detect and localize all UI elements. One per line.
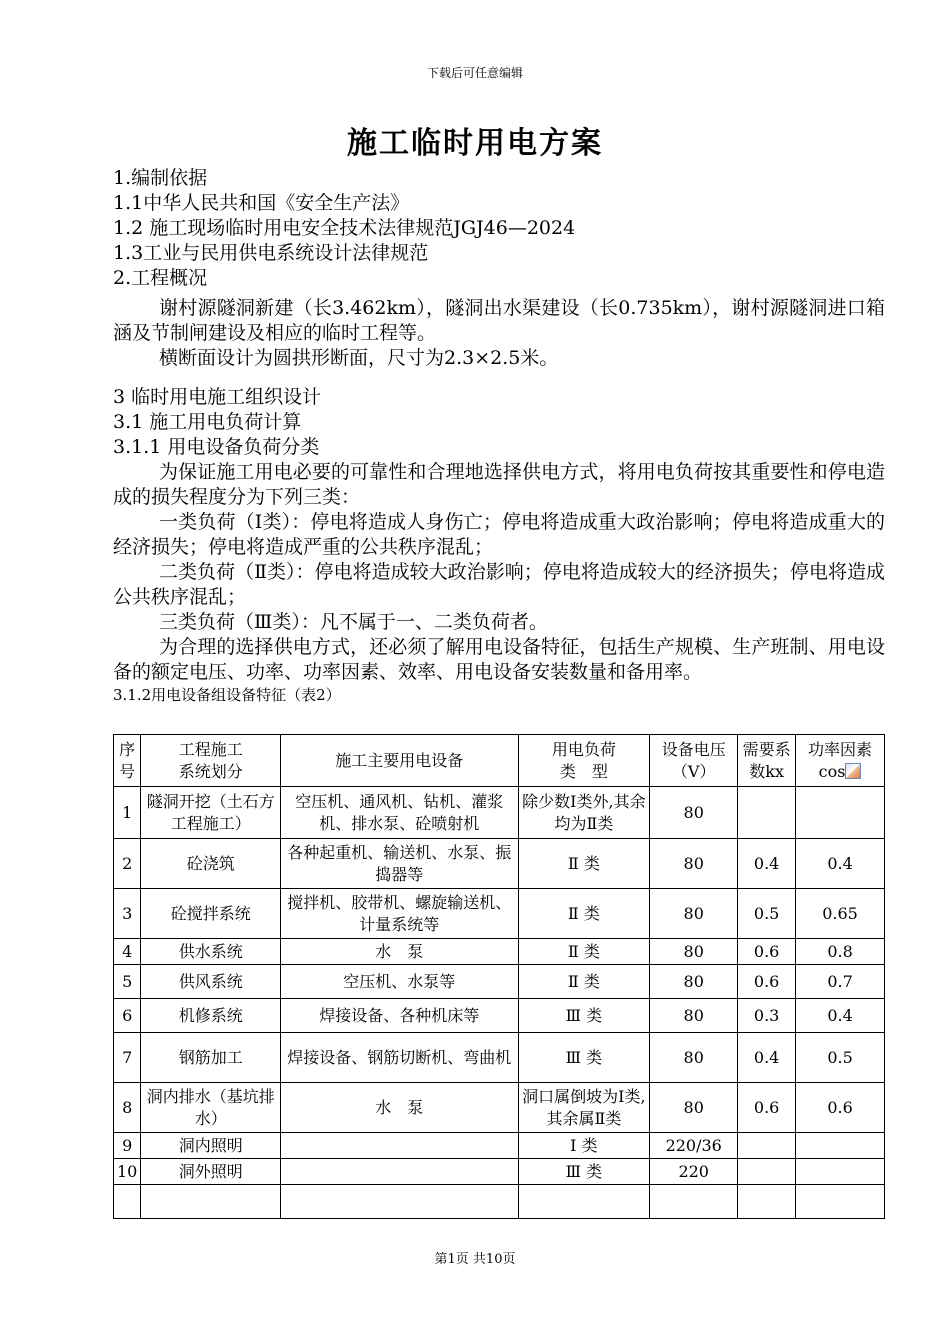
cell-power-factor: 0.5 (796, 1033, 885, 1083)
cell-no: 2 (114, 839, 141, 889)
cell-equipment (281, 1185, 518, 1219)
cell-equipment: 空压机、通风机、钻机、灌浆机、排水泵、砼喷射机 (281, 787, 518, 839)
document-body (113, 166, 885, 705)
cell-load-type: 除少数Ⅰ类外,其余均为Ⅱ类 (518, 787, 650, 839)
cell-voltage: 80 (650, 889, 738, 939)
table-row (114, 939, 885, 965)
cell-demand-factor (738, 1159, 796, 1185)
cell-power-factor (796, 1159, 885, 1185)
cell-system: 隧洞开挖（土石方 工程施工） (141, 787, 281, 839)
cell-power-factor: 0.65 (796, 889, 885, 939)
cell-equipment: 空压机、水泵等 (281, 965, 518, 999)
section-heading: 2.工程概况 (113, 267, 208, 289)
cell-power-factor (796, 1185, 885, 1219)
cell-equipment: 水 泵 (281, 939, 518, 965)
cell-load-type: Ⅱ 类 (518, 965, 650, 999)
cell-demand-factor (738, 1133, 796, 1159)
cell-power-factor: 0.7 (796, 965, 885, 999)
cell-load-type: Ⅲ 类 (518, 999, 650, 1033)
cell-power-factor (796, 787, 885, 839)
cell-voltage: 220/36 (650, 1133, 738, 1159)
cell-load-type: Ⅲ 类 (518, 1159, 650, 1185)
header-note: 下载后可任意编辑 (426, 66, 523, 80)
cell-no: 10 (114, 1159, 141, 1185)
section-item: 1.3工业与民用供电系统设计法律规范 (113, 242, 429, 264)
section-heading: 3 临时用电施工组织设计 (113, 386, 322, 408)
header-no: 序 号 (114, 735, 141, 787)
cell-load-type: 洞口属倒坡为Ⅰ类,其余属Ⅱ类 (518, 1083, 650, 1133)
cell-no: 7 (114, 1033, 141, 1083)
cell-load-type (518, 1185, 650, 1219)
cell-voltage: 80 (650, 999, 738, 1033)
formula-image-icon (845, 763, 861, 779)
cell-no: 9 (114, 1133, 141, 1159)
cell-system: 砼浇筑 (141, 839, 281, 889)
cell-load-type: Ⅰ 类 (518, 1133, 650, 1159)
cell-power-factor: 0.4 (796, 839, 885, 889)
cell-system: 钢筋加工 (141, 1033, 281, 1083)
cell-voltage: 80 (650, 787, 738, 839)
cell-system: 洞内排水（基坑排水） (141, 1083, 281, 1133)
cell-voltage: 80 (650, 839, 738, 889)
header-power-factor: 功率因素 cos (796, 735, 885, 787)
header-system: 工程施工 系统划分 (141, 735, 281, 787)
cell-system: 供风系统 (141, 965, 281, 999)
cell-load-type: Ⅲ 类 (518, 1033, 650, 1083)
page-footer: 第1页 共10页 (434, 1252, 516, 1267)
header-load-type: 用电负荷 类 型 (518, 735, 650, 787)
table-row (114, 1033, 885, 1083)
table-row (114, 999, 885, 1033)
table-row (114, 965, 885, 999)
header-demand-factor: 需要系 数kx (738, 735, 796, 787)
cell-voltage: 80 (650, 1033, 738, 1083)
cell-no: 8 (114, 1083, 141, 1133)
equipment-table (113, 734, 885, 1219)
cell-power-factor: 0.4 (796, 999, 885, 1033)
table-row (114, 1133, 885, 1159)
header-equipment: 施工主要用电设备 (281, 735, 518, 787)
section-heading: 1.编制依据 (113, 167, 208, 189)
cell-demand-factor: 0.6 (738, 1083, 796, 1133)
cell-demand-factor: 0.3 (738, 999, 796, 1033)
table-header-row (114, 735, 885, 787)
section-item: 1.2 施工现场临时用电安全技术法律规范JGJ46—2024 (113, 217, 576, 239)
paragraph: 谢村源隧洞新建（长3.462km），隧洞出水渠建设（长0.735km），谢村源隧洞进口箱涵及节制闸建设及相应的临时工程等。 (113, 297, 885, 344)
cell-power-factor: 0.8 (796, 939, 885, 965)
table-row (114, 1083, 885, 1133)
table-row (114, 787, 885, 839)
table-row (114, 1185, 885, 1219)
table-row (114, 839, 885, 889)
cell-equipment: 水 泵 (281, 1083, 518, 1133)
cell-load-type: Ⅱ 类 (518, 889, 650, 939)
cell-power-factor: 0.6 (796, 1083, 885, 1133)
cell-equipment: 焊接设备、钢筋切断机、弯曲机 (281, 1033, 518, 1083)
cell-demand-factor: 0.6 (738, 965, 796, 999)
cell-equipment (281, 1133, 518, 1159)
cell-load-type: Ⅱ 类 (518, 839, 650, 889)
cell-no: 1 (114, 787, 141, 839)
cell-no: 4 (114, 939, 141, 965)
section-item: 1.1中华人民共和国《安全生产法》 (113, 192, 410, 214)
table-row (114, 889, 885, 939)
document-title: 施工临时用电方案 (347, 126, 603, 161)
cell-voltage: 80 (650, 1083, 738, 1133)
cell-demand-factor: 0.5 (738, 889, 796, 939)
paragraph: 为保证施工用电必要的可靠性和合理地选择供电方式，将用电负荷按其重要性和停电造成的损失程度分为下列三类： (113, 461, 885, 508)
cell-demand-factor: 0.4 (738, 1033, 796, 1083)
cell-system: 洞内照明 (141, 1133, 281, 1159)
paragraph: 横断面设计为圆拱形断面，尺寸为2.3×2.5米。 (159, 347, 559, 369)
cell-system: 洞外照明 (141, 1159, 281, 1185)
table-caption: 3.1.2用电设备组设备特征（表2） (113, 686, 341, 704)
paragraph: 一类负荷（Ⅰ类）：停电将造成人身伤亡；停电将造成重大政治影响；停电将造成重大的经济损失；停电将造成严重的公共秩序混乱； (113, 511, 885, 558)
cell-demand-factor (738, 787, 796, 839)
cell-equipment: 各种起重机、输送机、水泵、振捣器等 (281, 839, 518, 889)
table-row (114, 1159, 885, 1185)
cell-system: 机修系统 (141, 999, 281, 1033)
cell-system: 砼搅拌系统 (141, 889, 281, 939)
cell-equipment: 搅拌机、胶带机、螺旋输送机、计量系统等 (281, 889, 518, 939)
paragraph: 为合理的选择供电方式，还必须了解用电设备特征，包括生产规模、生产班制、用电设备的额定电压、功率、功率因素、效率、用电设备安装数量和备用率。 (113, 636, 885, 683)
cell-equipment: 焊接设备、各种机床等 (281, 999, 518, 1033)
cell-load-type: Ⅱ 类 (518, 939, 650, 965)
cell-voltage: 80 (650, 939, 738, 965)
cell-voltage: 220 (650, 1159, 738, 1185)
cell-no: 5 (114, 965, 141, 999)
cell-voltage: 80 (650, 965, 738, 999)
section-heading: 3.1.1 用电设备负荷分类 (113, 436, 320, 458)
cell-no: 6 (114, 999, 141, 1033)
cell-no: 3 (114, 889, 141, 939)
cell-system (141, 1185, 281, 1219)
cell-equipment (281, 1159, 518, 1185)
header-voltage: 设备电压 （V） (650, 735, 738, 787)
section-heading: 3.1 施工用电负荷计算 (113, 411, 302, 433)
cell-demand-factor (738, 1185, 796, 1219)
cell-voltage (650, 1185, 738, 1219)
cell-no (114, 1185, 141, 1219)
cell-demand-factor: 0.4 (738, 839, 796, 889)
cell-power-factor (796, 1133, 885, 1159)
paragraph: 三类负荷（Ⅲ类）：凡不属于一、二类负荷者。 (159, 611, 548, 633)
paragraph: 二类负荷（Ⅱ类）：停电将造成较大政治影响；停电将造成较大的经济损失；停电将造成公共秩序混乱； (113, 561, 885, 608)
cell-system: 供水系统 (141, 939, 281, 965)
cell-demand-factor: 0.6 (738, 939, 796, 965)
